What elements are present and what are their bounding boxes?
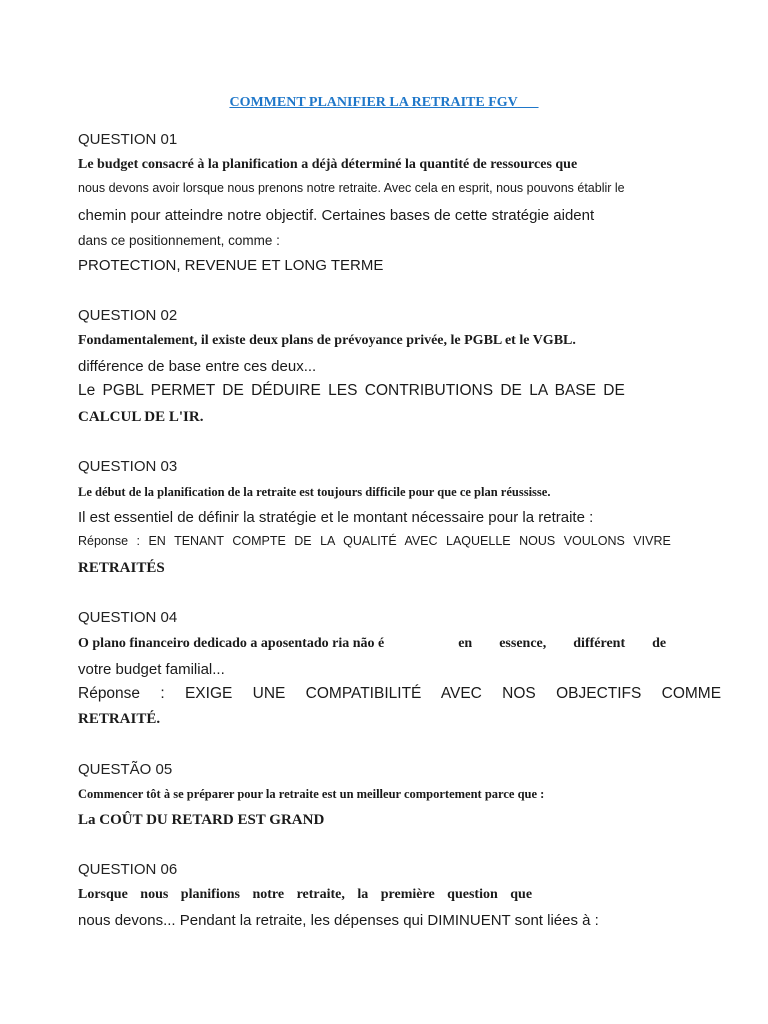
question-04-text-part: en <box>458 636 473 651</box>
question-04-text-part: différent <box>573 636 626 651</box>
question-04-text-row <box>78 636 680 652</box>
question-01-text: dans ce positionnement, comme : <box>78 233 280 248</box>
question-06-text: Lorsque nous planifions notre retraite, la première question que <box>78 887 533 902</box>
question-02-answer: CALCUL DE L'IR. <box>78 409 204 425</box>
question-06-heading: QUESTION 06 <box>78 861 178 878</box>
question-05-heading: QUESTÃO 05 <box>78 761 173 778</box>
document-title <box>0 95 768 111</box>
question-04-answer: RETRAITÉ. <box>78 711 161 727</box>
question-02-answer: Le PGBL PERMET DE DÉDUIRE LES CONTRIBUTIONS DE LA BASE DE <box>78 382 625 399</box>
question-04-heading: QUESTION 04 <box>78 609 178 626</box>
question-04-text-part: de <box>652 636 667 651</box>
question-03-text: Le début de la planification de la retraite est toujours difficile pour que ce plan réussisse. <box>78 485 551 499</box>
question-02-heading: QUESTION 02 <box>78 307 178 324</box>
question-03-answer: RETRAITÉS <box>78 560 165 576</box>
question-05-answer: La COÛT DU RETARD EST GRAND <box>78 812 325 828</box>
title-underline-trail <box>518 95 539 110</box>
question-01-text: nous devons avoir lorsque nous prenons notre retraite. Avec cela en esprit, nous pouvons établir le <box>78 181 625 195</box>
question-04-text-part: O plano financeiro dedicado a aposentado ria não é <box>78 636 385 651</box>
question-02-text: différence de base entre ces deux... <box>78 358 317 375</box>
question-01-text: Le budget consacré à la planification a déjà déterminé la quantité de ressources que <box>78 157 578 172</box>
question-01-text: chemin pour atteindre notre objectif. Certaines bases de cette stratégie aident <box>78 207 595 224</box>
question-05-text: Commencer tôt à se préparer pour la retraite est un meilleur comportement parce que : <box>78 787 545 801</box>
question-04-text-part: essence, <box>499 636 547 651</box>
question-03-text: Il est essentiel de définir la stratégie et le montant nécessaire pour la retraite : <box>78 509 594 526</box>
question-04-text: votre budget familial... <box>78 661 225 678</box>
question-06-text: nous devons... Pendant la retraite, les dépenses qui DIMINUENT sont liées à : <box>78 912 599 929</box>
title-text: COMMENT PLANIFIER LA RETRAITE FGV <box>229 95 518 110</box>
question-01-heading: QUESTION 01 <box>78 131 178 148</box>
question-01-answer: PROTECTION, REVENUE ET LONG TERME <box>78 257 384 274</box>
question-03-answer: Réponse : EN TENANT COMPTE DE LA QUALITÉ AVEC LAQUELLE NOUS VOULONS VIVRE <box>78 534 671 548</box>
question-02-text: Fondamentalement, il existe deux plans de prévoyance privée, le PGBL et le VGBL. <box>78 333 576 348</box>
question-03-heading: QUESTION 03 <box>78 458 178 475</box>
question-04-answer: Réponse : EXIGE UNE COMPATIBILITÉ AVEC NOS OBJECTIFS COMME <box>78 685 722 702</box>
